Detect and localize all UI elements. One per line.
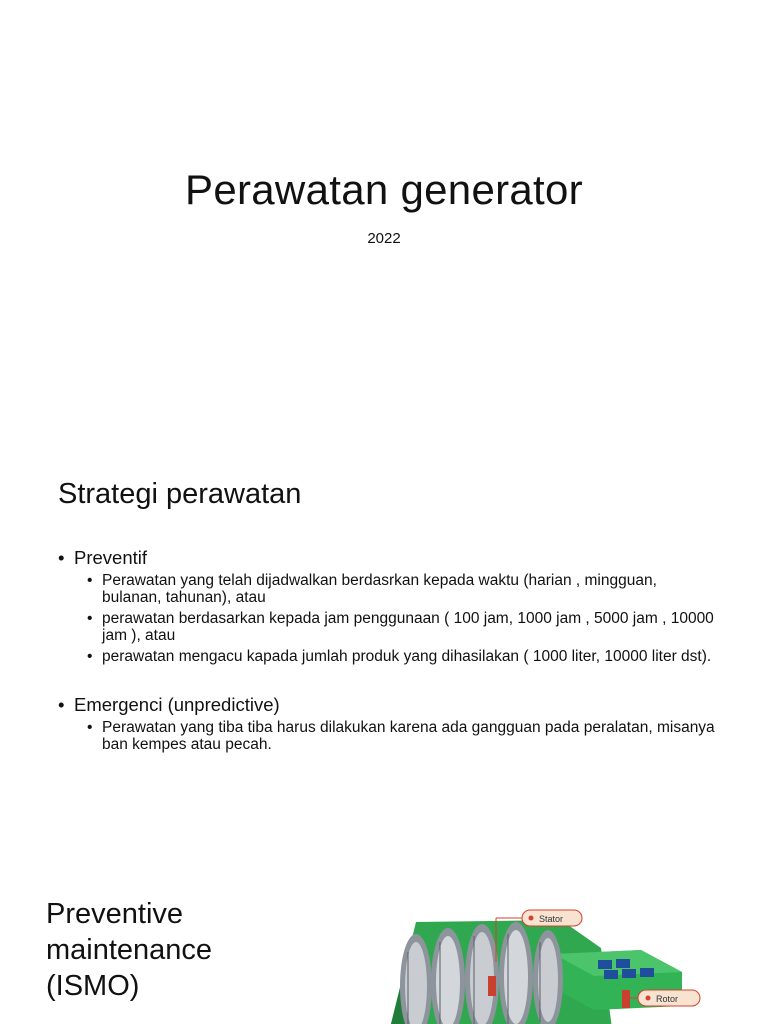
slide-heading: Strategi perawatan	[58, 478, 302, 510]
rotor-contact	[488, 976, 496, 996]
bullet-label: Preventif	[74, 547, 148, 568]
presentation-subtitle: 2022	[367, 230, 401, 247]
terminal-block	[616, 959, 630, 968]
callout-label-rotor: Rotor	[656, 994, 679, 1004]
generator-cutaway-illustration	[386, 902, 716, 1024]
presentation-title: Perawatan generator	[185, 166, 583, 213]
title-slide	[0, 0, 768, 432]
sub-bullet-list	[74, 719, 718, 753]
sub-bullet-list	[74, 572, 718, 665]
sub-bullet-item: • Perawatan yang telah dijadwalkan berdasrkan kepada waktu (harian , mingguan, bulanan, tahunan), atau	[74, 572, 718, 606]
preventive-maintenance-slide	[0, 864, 768, 1024]
bullet-label: Emergenci (unpredictive)	[74, 694, 280, 715]
sub-bullet-item: • perawatan mengacu kapada jumlah produk yang dihasilakan ( 1000 liter, 10000 liter dst).	[74, 648, 718, 665]
bullet-preventif	[58, 546, 718, 665]
strategy-slide	[0, 432, 768, 864]
bullet-list	[58, 546, 718, 757]
terminal-block	[622, 969, 636, 978]
callout-label-stator: Stator	[539, 914, 564, 924]
terminal-block	[598, 960, 612, 969]
slide-heading: Preventive maintenance (ISMO)	[46, 898, 213, 1002]
sub-bullet-item: • Perawatan yang tiba tiba harus dilakukan karena ada gangguan pada peralatan, misanya ban kempes atau pecah.	[74, 719, 718, 753]
sub-bullet-item: • perawatan berdasarkan kepada jam penggunaan ( 100 jam, 1000 jam , 5000 jam , 10000 jam ), atau	[74, 610, 718, 644]
terminal-block	[604, 970, 618, 979]
terminal-block	[640, 968, 654, 977]
bullet-emergenci	[58, 693, 718, 753]
